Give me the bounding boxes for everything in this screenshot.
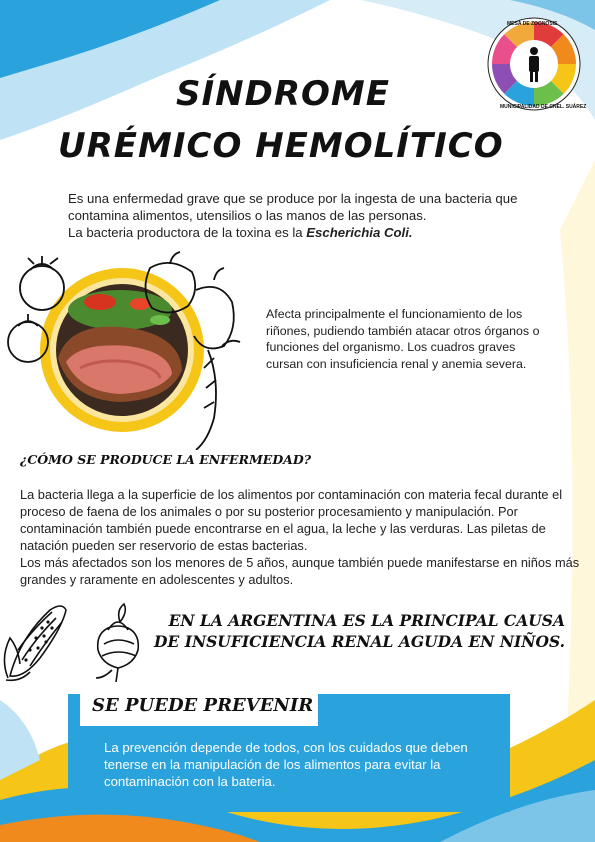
intro-line1: Es una enfermedad grave que se produce por la ingesta de una bacteria que contamina alimentos, utensilios o las manos de las personas. [68, 191, 518, 223]
bacteria-name: Escherichia Coli. [306, 225, 413, 240]
intro-paragraph [68, 190, 568, 241]
argentina-line1: EN LA ARGENTINA ES LA PRINCIPAL CAUSA [168, 611, 565, 630]
prevention-title: SE PUEDE PREVENIR [92, 695, 314, 716]
kidney-effects-text: Afecta principalmente el funcionamiento de los riñones, pudiendo también atacar otros órganos o funciones del organismo. Los cuadros graves cursan con insuficiencia renal y anemia severa. [266, 307, 540, 371]
argentina-statement [154, 610, 565, 652]
logo-bottom-text: MUNICIPALIDAD DE CNEL. SUÁREZ [500, 104, 587, 110]
page-title-line2: URÉMICO HEMOLÍTICO [58, 126, 504, 166]
prevention-text: La prevención depende de todos, con los cuidados que deben tenerse en la manipulación de los alimentos para evitar la contaminación con la bateria. [104, 740, 468, 789]
mesa-de-zoonosis-logo [486, 16, 582, 112]
how-section-heading: ¿CÓMO SE PRODUCE LA ENFERMEDAD? [20, 452, 312, 467]
how-paragraph1: La bacteria llega a la superficie de los alimentos por contaminación con materia fecal durante el proceso de faena de los animales o por su posterior procesamiento y manipulación. Por contaminación también puede encontrarse en el agua, la leche y las verduras. Las piletas de natación pueden ser reservorio de estas bacterias. [20, 487, 563, 553]
page-title-line1: SÍNDROME [176, 74, 390, 114]
how-section-body [20, 486, 580, 588]
argentina-line2: DE INSUFICIENCIA RENAL AGUDA EN NIÑOS. [154, 632, 565, 651]
how-paragraph2: Los más afectados son los menores de 5 años, aunque también puede manifestarse en niños más grandes y raramente en adolescentes y adultos. [20, 555, 580, 587]
intro-line2-prefix: La bacteria productora de la toxina es la [68, 225, 303, 240]
steak-vegetables-illustration [0, 250, 250, 450]
logo-top-text: MESA DE ZOONOSIS [507, 21, 558, 27]
corn-artichoke-illustration [0, 598, 150, 682]
